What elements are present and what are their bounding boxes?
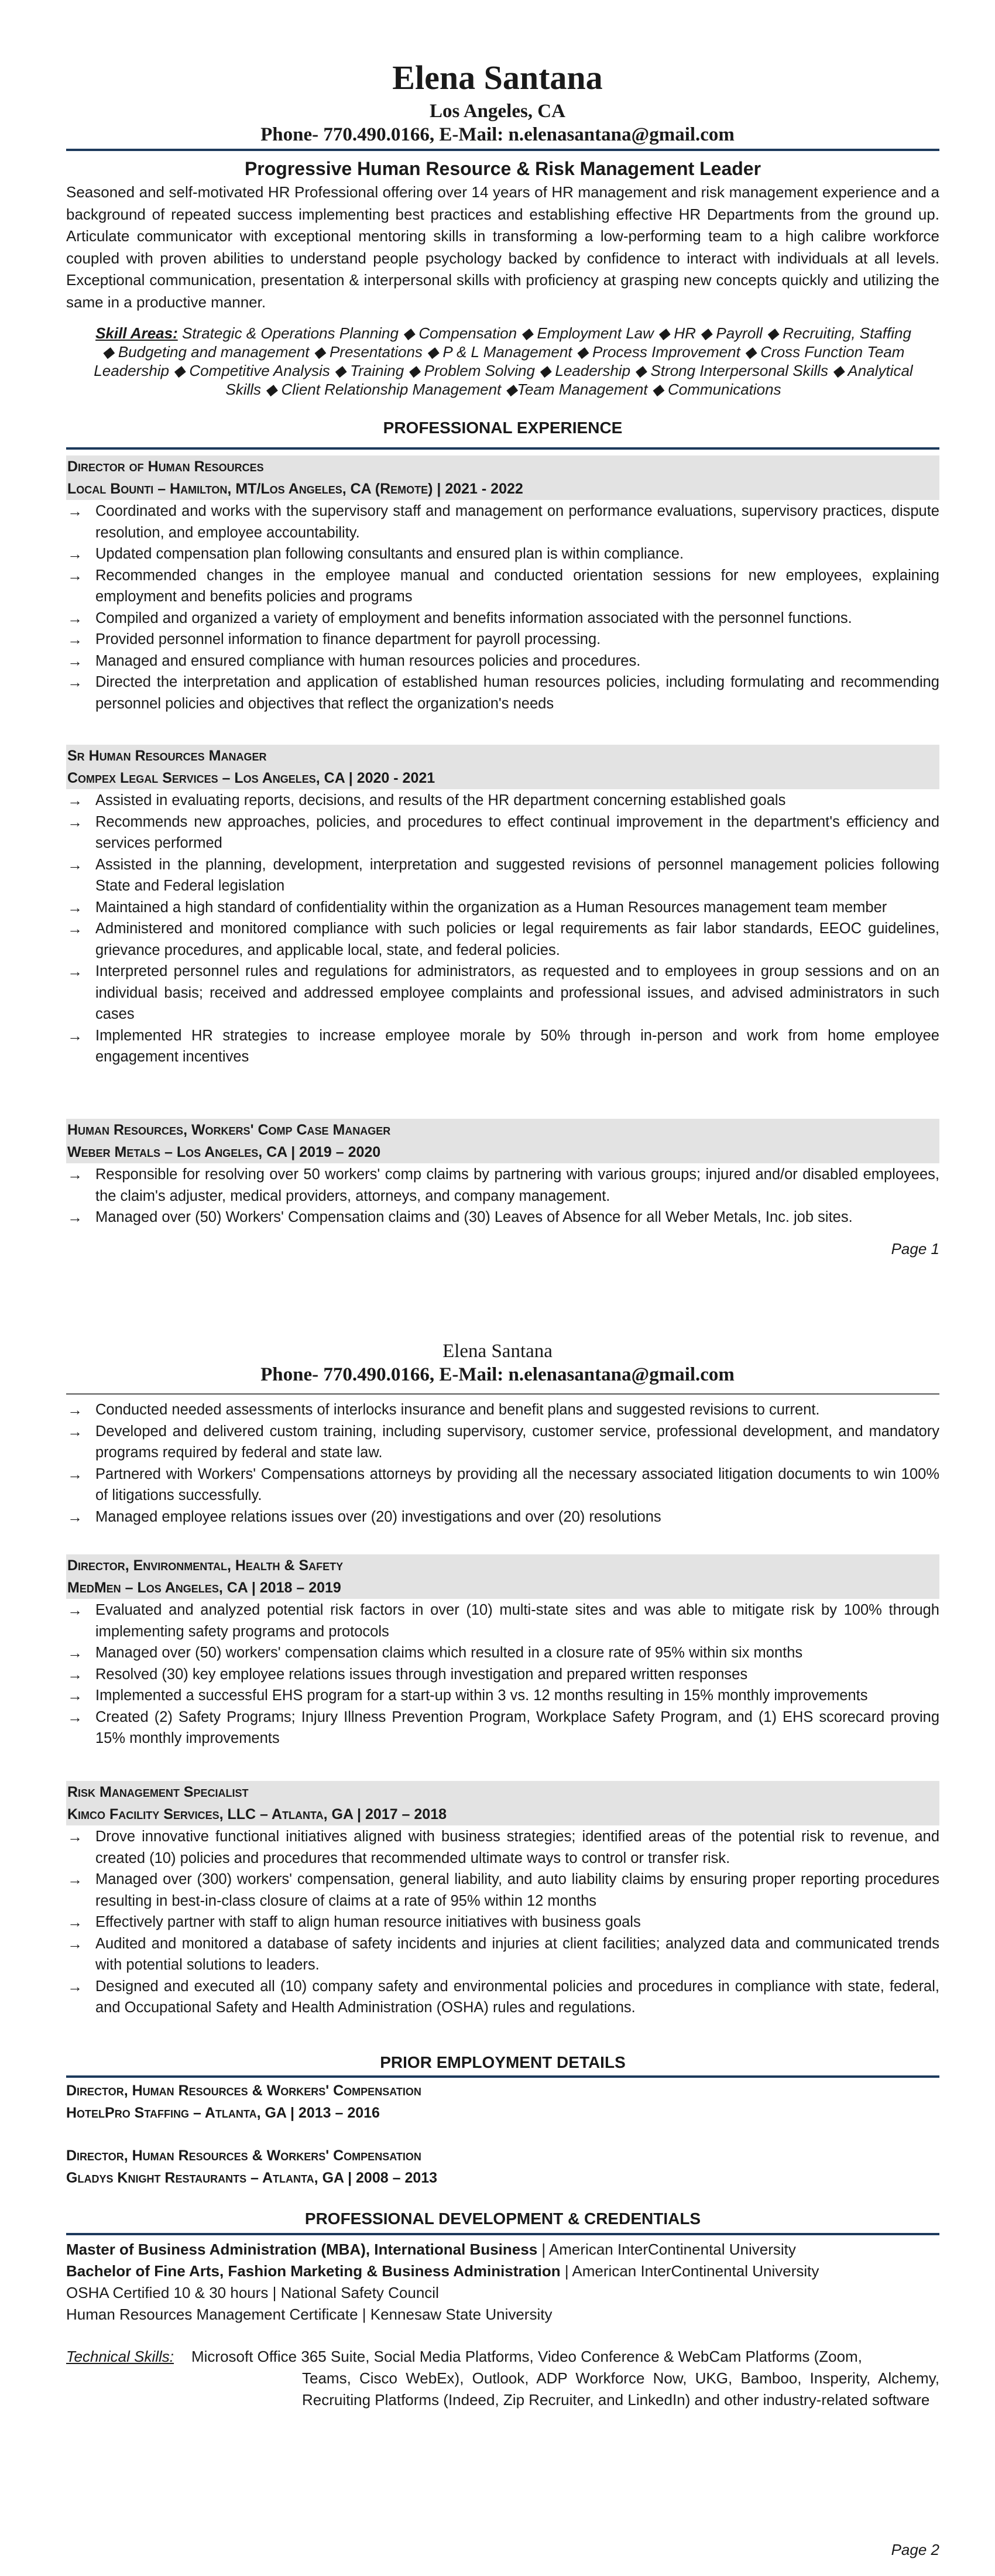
job-bullets xyxy=(66,501,939,714)
candidate-name: Elena Santana xyxy=(392,59,603,97)
job-title: Risk Management Specialist xyxy=(67,1784,249,1800)
arrow-bullet-icon: → xyxy=(67,673,83,691)
header-divider xyxy=(66,149,939,151)
candidate-name: Elena Santana xyxy=(442,1341,553,1362)
arrow-bullet-icon: → xyxy=(67,1601,83,1619)
job-bullets xyxy=(66,1599,939,1749)
list-item: → Implemented HR strategies to increase employee morale by 50% through in-person and work from home employee engagement incentives xyxy=(66,1025,939,1068)
arrow-bullet-icon: → xyxy=(67,566,83,584)
candidate-contact: Phone- 770.490.0166, E-Mail: n.elenasantana@gmail.com xyxy=(260,1364,735,1385)
arrow-bullet-icon: → xyxy=(67,920,83,937)
credential-item: Master of Business Administration (MBA), International Business | American InterContinental University xyxy=(66,2241,796,2258)
list-item: → Managed over (50) Workers' Compensation claims and (30) Leaves of Absence for all Weber Metals, Inc. job sites. xyxy=(66,1207,939,1228)
job-header xyxy=(66,1554,939,1599)
arrow-bullet-icon: → xyxy=(67,545,83,563)
prior-divider xyxy=(66,2075,939,2078)
arrow-bullet-icon: → xyxy=(67,1166,83,1183)
resume-headline: Progressive Human Resource & Risk Management Leader xyxy=(244,158,761,179)
list-item: → Managed and ensured compliance with human resources policies and procedures. xyxy=(66,650,939,672)
list-item: → Provided personnel information to finance department for payroll processing. xyxy=(66,629,939,650)
job-bullets xyxy=(66,1399,939,1527)
list-item: → Directed the interpretation and application of established human resources policies, including formulating and recommending personnel policies and objectives that reflect the organization's needs xyxy=(66,672,939,714)
list-item: → Partnered with Workers' Compensations attorneys by providing all the necessary associated litigation documents to win 100% of litigations successfully. xyxy=(66,1464,939,1506)
job-header xyxy=(66,745,939,789)
list-item: → Coordinated and works with the supervisory staff and management on performance evaluations, supervisory practices, dispute resolution, and employee accountability. xyxy=(66,501,939,543)
arrow-bullet-icon: → xyxy=(67,1465,83,1483)
prior-job-title: Director, Human Resources & Workers' Compensation xyxy=(66,2082,421,2099)
list-item: → Drove innovative functional initiatives aligned with business strategies; identified areas of the potential risk to revenue, and created (10) policies and procedures that recommended ultimate ways to control or transfer risk. xyxy=(66,1826,939,1869)
list-item: → Responsible for resolving over 50 workers' comp claims by partnering with various groups; injured and/or disabled employees, the claim's adjuster, medical providers, attorneys, and company management. xyxy=(66,1164,939,1207)
credential-item: Human Resources Management Certificate | Kennesaw State University xyxy=(66,2306,553,2323)
section-title-experience: PROFESSIONAL EXPERIENCE xyxy=(383,419,623,437)
list-item: → Audited and monitored a database of safety incidents and injuries at client facilities; analyzed data and communicated trends with potential solutions to leaders. xyxy=(66,1933,939,1976)
arrow-bullet-icon: → xyxy=(67,1871,83,1888)
arrow-bullet-icon: → xyxy=(67,1977,83,1995)
arrow-bullet-icon: → xyxy=(67,1687,83,1704)
list-item: → Evaluated and analyzed potential risk factors in over (10) multi-state sites and was able to mitigate risk by 100% through implementing safety programs and protocols xyxy=(66,1599,939,1642)
arrow-bullet-icon: → xyxy=(67,1508,83,1526)
arrow-bullet-icon: → xyxy=(67,962,83,980)
technical-skills-cont: Teams, Cisco WebEx), Outlook, ADP Workforce Now, UKG, Bamboo, Insperity, Alchemy, Recruiting Platforms (Indeed, Zip Recruiter, and LinkedIn) and other industry-related software xyxy=(302,2369,939,2409)
list-item: → Administered and monitored compliance with such policies or legal requirements as fair labor standards, EEOC guidelines, grievance procedures, and applicable local, state, and federal policies. xyxy=(66,918,939,961)
arrow-bullet-icon: → xyxy=(67,792,83,809)
list-item: → Implemented a successful EHS program for a start-up within 3 vs. 12 months resulting in 15% monthly improvements xyxy=(66,1685,939,1707)
list-item: → Resolved (30) key employee relations issues through investigation and prepared written responses xyxy=(66,1664,939,1686)
job-company: Local Bounti – Hamilton, MT/Los Angeles, CA (Remote) | 2021 - 2022 xyxy=(67,481,523,497)
arrow-bullet-icon: → xyxy=(67,1026,83,1044)
arrow-bullet-icon: → xyxy=(67,855,83,873)
job-header xyxy=(66,455,939,500)
list-item: → Created (2) Safety Programs; Injury Illness Prevention Program, Workplace Safety Program, and (1) EHS scorecard proving 15% monthly improvements xyxy=(66,1707,939,1749)
arrow-bullet-icon: → xyxy=(67,1828,83,1845)
arrow-bullet-icon: → xyxy=(67,1934,83,1952)
page-number: Page 2 xyxy=(891,2541,939,2558)
job-title: Human Resources, Workers' Comp Case Manager xyxy=(67,1122,391,1138)
job-company: Compex Legal Services – Los Angeles, CA | 2020 - 2021 xyxy=(67,770,435,786)
arrow-bullet-icon: → xyxy=(67,631,83,648)
prior-job xyxy=(66,2080,939,2124)
list-item: → Compiled and organized a variety of employment and benefits information associated with the personnel functions. xyxy=(66,608,939,629)
candidate-contact: Phone- 770.490.0166, E-Mail: n.elenasantana@gmail.com xyxy=(260,124,735,145)
technical-skills-label: Technical Skills: xyxy=(66,2348,174,2365)
job-bullets xyxy=(66,1164,939,1228)
development-divider xyxy=(66,2233,939,2235)
candidate-location: Los Angeles, CA xyxy=(430,101,565,122)
technical-skills-line1: Microsoft Office 365 Suite, Social Media Platforms, Video Conference & WebCam Platforms (Zoom, xyxy=(191,2348,862,2365)
resume-page-2 xyxy=(0,1288,995,2576)
professional-summary: Seasoned and self-motivated HR Professional offering over 14 years of HR management and risk management experience and a background of repeated success implementing best practices and establishing effective HR Departments from the ground up. Articulate communicator with exceptional mentoring skills in transforming a low-performing team to a high calibre workforce coupled with proven abilities to understand people psychology backed by confidence to interact with individuals at all levels. Exceptional communication, presentation & interpersonal skills with proficiency at grasping new concepts quickly and utilizing the same in a productive manner. xyxy=(66,183,939,311)
arrow-bullet-icon: → xyxy=(67,502,83,520)
list-item: → Recommends new approaches, policies, and procedures to effect continual improvement in the department's efficiency and services performed xyxy=(66,811,939,854)
skill-areas-text: Strategic & Operations Planning ◆ Compensation ◆ Employment Law ◆ HR ◆ Payroll ◆ Recruiting, Staffing ◆ Budgeting and management ◆ Presentations ◆ P & L Management ◆ Process Improvement ◆ Cross Function Team Leadership ◆ Competitive Analysis ◆ Training ◆ Problem Solving ◆ Leadership ◆ Strong Interpersonal Skills ◆ Analytical Skills ◆ Client Relationship Management ◆Team Management ◆ Communications xyxy=(94,324,913,398)
credential-item: Bachelor of Fine Arts, Fashion Marketing & Business Administration | American InterContinental University xyxy=(66,2262,819,2280)
job-header xyxy=(66,1119,939,1163)
arrow-bullet-icon: → xyxy=(67,652,83,670)
arrow-bullet-icon: → xyxy=(67,1708,83,1726)
prior-job xyxy=(66,2145,939,2189)
job-company: MedMen – Los Angeles, CA | 2018 – 2019 xyxy=(67,1580,341,1596)
job-bullets xyxy=(66,1826,939,2019)
job-company: Weber Metals – Los Angeles, CA | 2019 – 2020 xyxy=(67,1144,381,1160)
prior-job-company: HotelPro Staffing – Atlanta, GA | 2013 – 2016 xyxy=(66,2105,380,2121)
list-item: → Conducted needed assessments of interlocks insurance and benefit plans and suggested revisions to current. xyxy=(66,1399,939,1421)
list-item: → Effectively partner with staff to align human resource initiatives with business goals xyxy=(66,1912,939,1933)
job-bullets xyxy=(66,790,939,1068)
list-item: → Designed and executed all (10) company safety and environmental policies and procedures in compliance with state, federal, and Occupational Safety and Health Administration (OSHA) rules and regulations. xyxy=(66,1976,939,2019)
arrow-bullet-icon: → xyxy=(67,1422,83,1440)
skill-areas xyxy=(88,324,919,399)
list-item: → Managed over (300) workers' compensation, general liability, and auto liability claims by ensuring proper reporting procedures resulting in best-in-class closure of claims at a rate of 95% within 12 months xyxy=(66,1869,939,1912)
list-item: → Managed over (50) workers' compensation claims which resulted in a closure rate of 95% within six months xyxy=(66,1642,939,1664)
arrow-bullet-icon: → xyxy=(67,1665,83,1683)
arrow-bullet-icon: → xyxy=(67,1913,83,1931)
list-item: → Assisted in evaluating reports, decisions, and results of the HR department concerning established goals xyxy=(66,790,939,811)
list-item: → Interpreted personnel rules and regulations for administrators, as requested and to employees in group sessions and on an individual basis; received and addressed employee complaints and professional issues, and advised administrators in such cases xyxy=(66,961,939,1025)
job-title: Sr Human Resources Manager xyxy=(67,748,267,764)
page-number: Page 1 xyxy=(891,1240,939,1258)
list-item: → Updated compensation plan following consultants and ensured plan is within compliance. xyxy=(66,543,939,565)
prior-job-title: Director, Human Resources & Workers' Compensation xyxy=(66,2147,421,2164)
arrow-bullet-icon: → xyxy=(67,813,83,831)
job-company: Kimco Facility Services, LLC – Atlanta, GA | 2017 – 2018 xyxy=(67,1806,447,1823)
section-title-prior: PRIOR EMPLOYMENT DETAILS xyxy=(380,2053,626,2071)
list-item: → Assisted in the planning, development, interpretation and suggested revisions of personnel management policies following State and Federal legislation xyxy=(66,854,939,897)
arrow-bullet-icon: → xyxy=(67,898,83,916)
section-title-development: PROFESSIONAL DEVELOPMENT & CREDENTIALS xyxy=(304,2210,701,2228)
list-item: → Maintained a high standard of confidentiality within the organization as a Human Resources management team member xyxy=(66,897,939,919)
experience-divider xyxy=(66,447,939,450)
job-title: Director of Human Resources xyxy=(67,458,264,475)
arrow-bullet-icon: → xyxy=(67,1644,83,1662)
list-item: → Recommended changes in the employee manual and conducted orientation sessions for new employees, explaining employment and benefits policies and programs xyxy=(66,565,939,608)
list-item: → Managed employee relations issues over (20) investigations and over (20) resolutions xyxy=(66,1506,939,1528)
list-item: → Developed and delivered custom training, including supervisory, customer service, professional development, and mandatory programs required by federal and state law. xyxy=(66,1421,939,1464)
job-title: Director, Environmental, Health & Safety xyxy=(67,1557,344,1574)
job-header xyxy=(66,1781,939,1825)
header-divider xyxy=(66,1393,939,1395)
credential-item: OSHA Certified 10 & 30 hours | National Safety Council xyxy=(66,2284,439,2301)
arrow-bullet-icon: → xyxy=(67,1208,83,1226)
skill-areas-label: Skill Areas: xyxy=(95,324,178,342)
arrow-bullet-icon: → xyxy=(67,1401,83,1419)
arrow-bullet-icon: → xyxy=(67,609,83,627)
prior-job-company: Gladys Knight Restaurants – Atlanta, GA | 2008 – 2013 xyxy=(66,2170,438,2186)
